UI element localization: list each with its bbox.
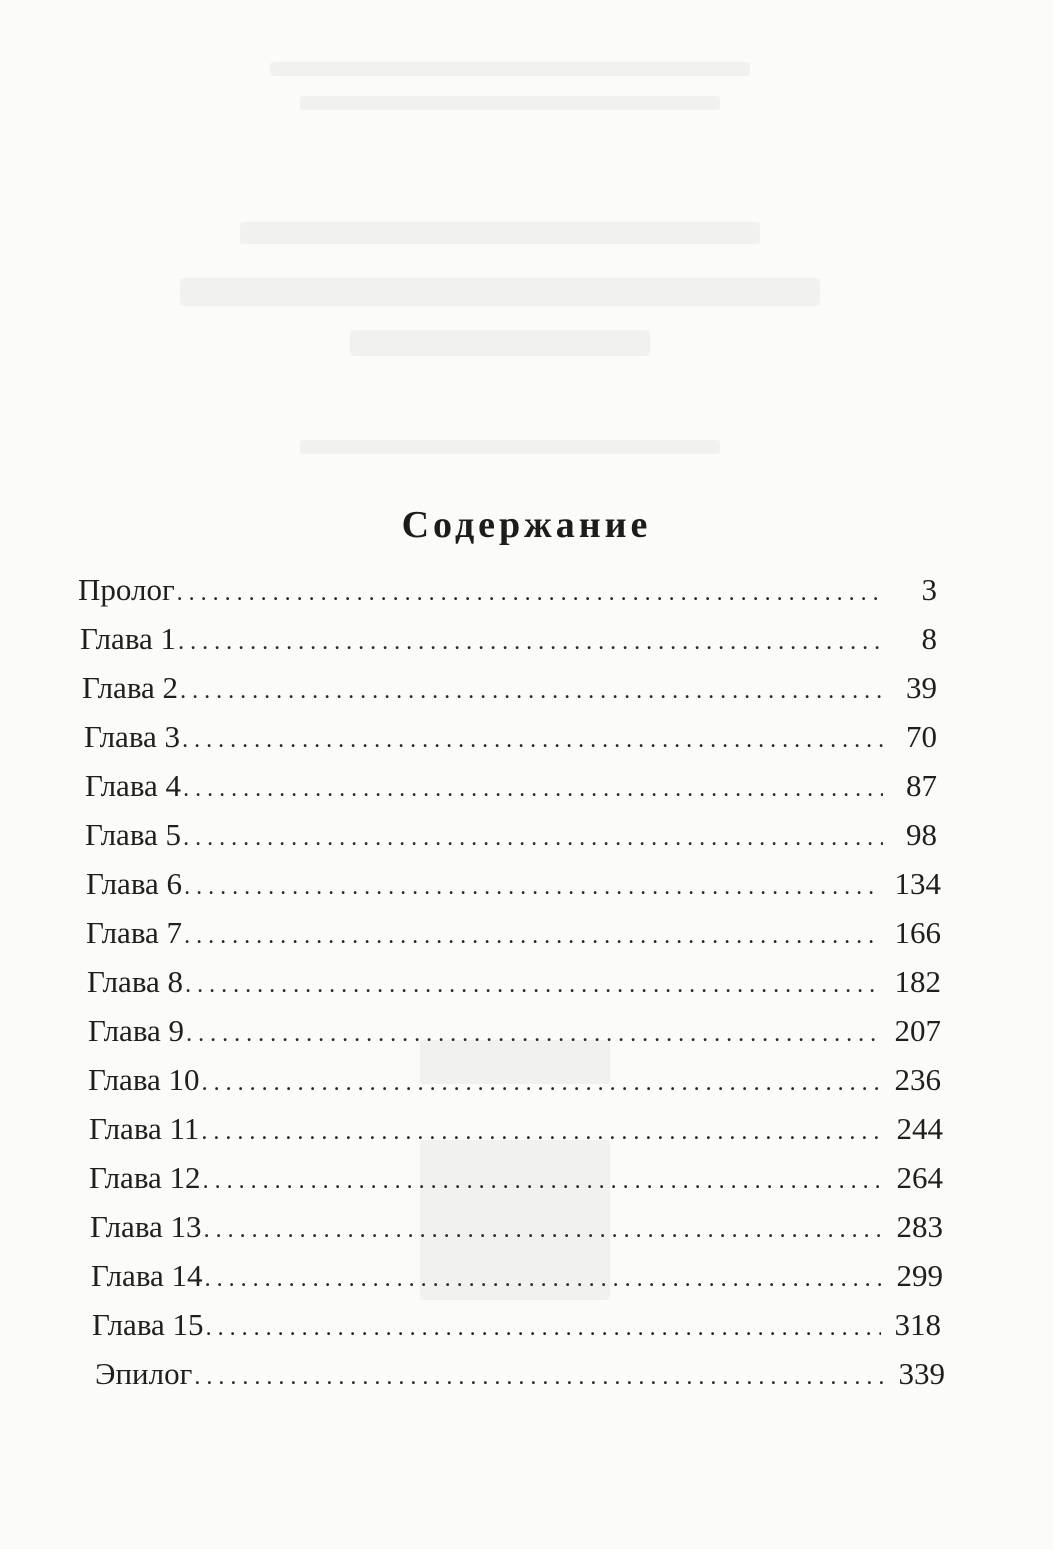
toc-entry xyxy=(86,911,941,955)
toc-entry-label: Глава 2 xyxy=(82,670,179,705)
toc-entry-label: Глава 10 xyxy=(88,1062,200,1097)
toc-entry xyxy=(88,1009,941,1053)
toc-entry-label: Глава 9 xyxy=(88,1013,185,1048)
toc-entry xyxy=(85,813,937,857)
toc-dot-leader xyxy=(194,1355,884,1399)
toc-dot-leader xyxy=(177,571,883,615)
toc-entry-page-number: 166 xyxy=(894,915,941,950)
toc-entry-label: Глава 4 xyxy=(85,768,182,803)
toc-entry-page-number: 39 xyxy=(906,670,937,705)
toc-entry-page-number: 318 xyxy=(894,1307,941,1342)
toc-entry xyxy=(85,764,937,808)
toc-dot-leader xyxy=(184,865,880,909)
toc-entry-page-number: 70 xyxy=(906,719,937,754)
toc-dot-leader xyxy=(201,1110,882,1154)
toc-entry-page-number: 8 xyxy=(921,621,937,656)
toc-entry-label: Глава 6 xyxy=(86,866,183,901)
toc-entry-page-number: 236 xyxy=(894,1062,941,1097)
toc-entry-label: Глава 12 xyxy=(89,1160,201,1195)
toc-dot-leader xyxy=(180,669,883,713)
toc-dot-leader xyxy=(178,620,883,664)
toc-entry xyxy=(89,1156,943,1200)
toc-entry-page-number: 98 xyxy=(906,817,937,852)
toc-entry-label: Глава 7 xyxy=(86,915,183,950)
toc-entry-label: Глава 3 xyxy=(84,719,181,754)
toc-entry-label: Глава 11 xyxy=(89,1111,200,1146)
bleed-through-mark xyxy=(270,62,750,76)
toc-entry-label: Глава 1 xyxy=(80,621,177,656)
toc-dot-leader xyxy=(204,1208,883,1252)
toc-dot-leader xyxy=(186,1012,880,1056)
bleed-through-mark xyxy=(350,330,650,356)
toc-entry-label: Глава 14 xyxy=(91,1258,203,1293)
toc-dot-leader xyxy=(185,963,880,1007)
toc-entry-label: Глава 13 xyxy=(90,1209,202,1244)
toc-dot-leader xyxy=(206,1306,881,1350)
toc-entry xyxy=(88,1058,941,1102)
toc-dot-leader xyxy=(182,718,883,762)
toc-entry-page-number: 3 xyxy=(921,572,937,607)
toc-dot-leader xyxy=(183,767,883,811)
toc-entry xyxy=(86,862,941,906)
toc-entry xyxy=(82,666,937,710)
toc-entry-label: Глава 5 xyxy=(85,817,182,852)
toc-entry-label: Глава 8 xyxy=(87,964,184,999)
toc-entry-page-number: 134 xyxy=(894,866,941,901)
toc-dot-leader xyxy=(184,914,880,958)
toc-entry-page-number: 87 xyxy=(906,768,937,803)
toc-entry-page-number: 182 xyxy=(894,964,941,999)
toc-entry-label: Глава 15 xyxy=(92,1307,204,1342)
bleed-through-mark xyxy=(300,96,720,110)
toc-entry-page-number: 299 xyxy=(896,1258,943,1293)
toc-dot-leader xyxy=(205,1257,883,1301)
toc-entry xyxy=(87,960,941,1004)
bleed-through-mark xyxy=(180,278,820,306)
toc-entry xyxy=(92,1303,941,1347)
toc-entry xyxy=(95,1352,945,1396)
toc-dot-leader xyxy=(183,816,883,860)
toc-entry-page-number: 244 xyxy=(896,1111,943,1146)
toc-entry xyxy=(89,1107,943,1151)
toc-entry xyxy=(78,568,937,612)
bleed-through-mark xyxy=(240,222,760,244)
page-title: Содержание xyxy=(401,504,652,547)
toc-entry-page-number: 283 xyxy=(896,1209,943,1244)
toc-entry-page-number: 264 xyxy=(896,1160,943,1195)
toc-entry-page-number: 339 xyxy=(898,1356,945,1391)
bleed-through-mark xyxy=(300,440,720,454)
toc-entry xyxy=(80,617,937,661)
toc-dot-leader xyxy=(202,1061,881,1105)
toc-entry-label: Эпилог xyxy=(95,1356,193,1391)
toc-entry xyxy=(84,715,937,759)
toc-entry xyxy=(90,1205,943,1249)
toc-entry xyxy=(91,1254,943,1298)
toc-entry-label: Пролог xyxy=(78,572,175,607)
toc-entry-page-number: 207 xyxy=(894,1013,941,1048)
toc-dot-leader xyxy=(203,1159,883,1203)
